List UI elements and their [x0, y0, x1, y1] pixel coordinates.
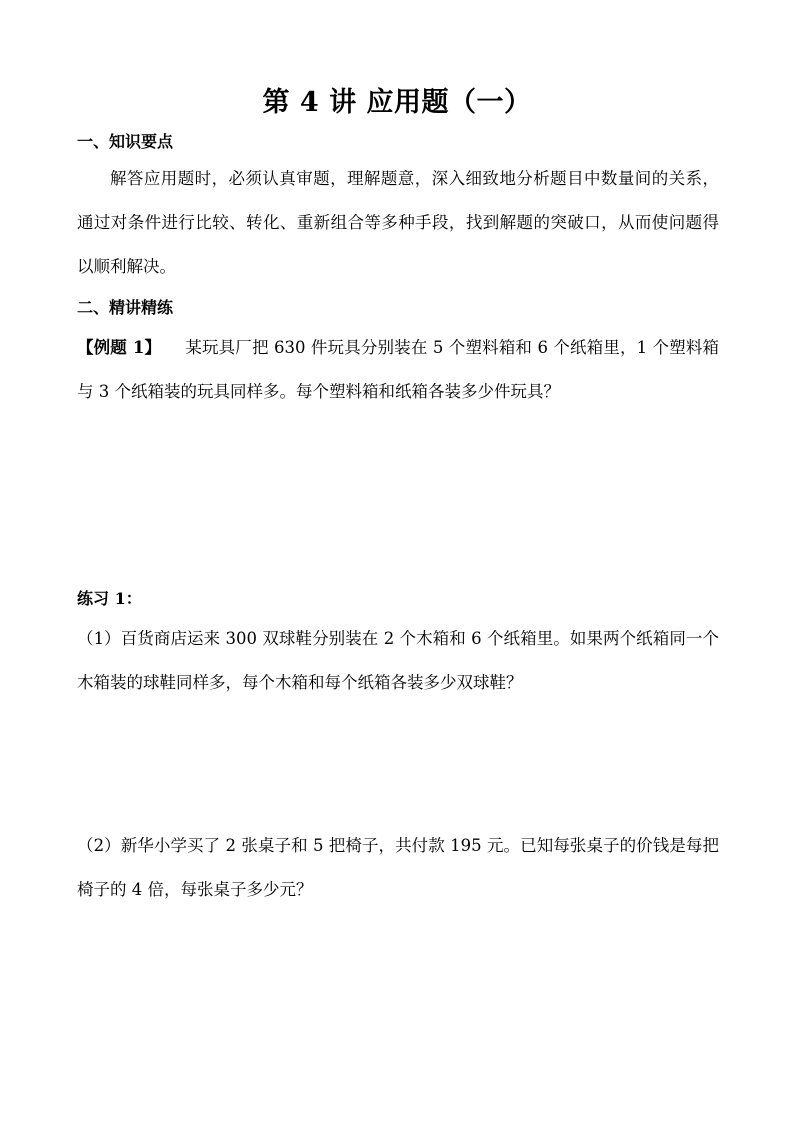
example-1-text: 某玩具厂把 630 件玩具分别装在 5 个塑料箱和 6 个纸箱里，1 个塑料箱与 3 个纸箱装的玩具同样多。每个塑料箱和纸箱各装多少件玩具？ — [77, 338, 720, 401]
section-heading-practice: 二、精讲精练 — [77, 298, 174, 317]
section-heading-knowledge: 一、知识要点 — [77, 132, 174, 151]
example-1-label: 【例题 1】 — [77, 338, 162, 357]
knowledge-paragraph: 解答应用题时，必须认真审题，理解题意，深入细致地分析题目中数量间的关系，通过对条件进行比较、转化、重新组合等多种手段，找到解题的突破口，从而使问题得以顺利解决。 — [77, 169, 719, 276]
example-1 — [77, 326, 719, 414]
exercise-1-heading: 练习 1： — [77, 589, 142, 608]
exercise-1-question-1: （1）百货商店运来 300 双球鞋分别装在 2 个木箱和 6 个纸箱里。如果两个纸箱同一个木箱装的球鞋同样多，每个木箱和每个纸箱各装多少双球鞋？ — [77, 629, 719, 692]
exercise-1-question-2: （2）新华小学买了 2 张桌子和 5 把椅子，共付款 195 元。已知每张桌子的价钱是每把椅子的 4 倍，每张桌子多少元？ — [77, 836, 719, 899]
page-title: 第 4 讲 应用题（一） — [262, 87, 532, 118]
